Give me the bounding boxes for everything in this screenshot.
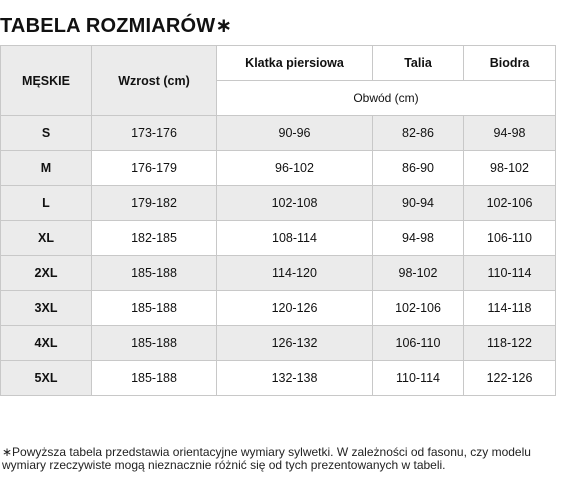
cell-size: S: [1, 116, 92, 151]
cell-hips: 114-118: [464, 291, 556, 326]
cell-height: 185-188: [92, 256, 217, 291]
cell-waist: 102-106: [373, 291, 464, 326]
page-title: TABELA ROZMIARÓW∗: [0, 15, 233, 37]
cell-hips: 110-114: [464, 256, 556, 291]
table-row: [1, 151, 556, 186]
cell-waist: 106-110: [373, 326, 464, 361]
cell-chest: 132-138: [217, 361, 373, 396]
header-circumference: Obwód (cm): [217, 81, 556, 116]
size-chart-table: [0, 45, 556, 396]
cell-size: M: [1, 151, 92, 186]
cell-height: 176-179: [92, 151, 217, 186]
header-hips: Biodra: [464, 46, 556, 81]
cell-height: 179-182: [92, 186, 217, 221]
header-chest: Klatka piersiowa: [217, 46, 373, 81]
cell-hips: 98-102: [464, 151, 556, 186]
cell-waist: 90-94: [373, 186, 464, 221]
header-row: [1, 46, 556, 81]
table-row: [1, 116, 556, 151]
header-gender: MĘSKIE: [1, 46, 92, 116]
cell-waist: 86-90: [373, 151, 464, 186]
cell-chest: 126-132: [217, 326, 373, 361]
cell-height: 185-188: [92, 361, 217, 396]
cell-hips: 106-110: [464, 221, 556, 256]
cell-waist: 98-102: [373, 256, 464, 291]
cell-height: 185-188: [92, 291, 217, 326]
cell-hips: 102-106: [464, 186, 556, 221]
cell-chest: 120-126: [217, 291, 373, 326]
cell-size: L: [1, 186, 92, 221]
cell-chest: 108-114: [217, 221, 373, 256]
cell-chest: 102-108: [217, 186, 373, 221]
cell-chest: 96-102: [217, 151, 373, 186]
header-waist: Talia: [373, 46, 464, 81]
cell-size: 3XL: [1, 291, 92, 326]
cell-waist: 94-98: [373, 221, 464, 256]
cell-size: 5XL: [1, 361, 92, 396]
cell-chest: 90-96: [217, 116, 373, 151]
table-row: [1, 291, 556, 326]
footnote: ∗Powyższa tabela przedstawia orientacyjne wymiary sylwetki. W zależności od fasonu, czy modelu wymiary rzeczywiste mogą nieznacznie różnić się od tych prezentowanych w tabeli.: [2, 445, 531, 472]
table-row: [1, 221, 556, 256]
cell-hips: 118-122: [464, 326, 556, 361]
cell-waist: 82-86: [373, 116, 464, 151]
cell-chest: 114-120: [217, 256, 373, 291]
header-height: Wzrost (cm): [92, 46, 217, 116]
table-row: [1, 256, 556, 291]
cell-height: 182-185: [92, 221, 217, 256]
table-row: [1, 326, 556, 361]
cell-height: 185-188: [92, 326, 217, 361]
cell-size: XL: [1, 221, 92, 256]
cell-waist: 110-114: [373, 361, 464, 396]
cell-hips: 122-126: [464, 361, 556, 396]
table-row: [1, 186, 556, 221]
cell-size: 4XL: [1, 326, 92, 361]
cell-hips: 94-98: [464, 116, 556, 151]
cell-size: 2XL: [1, 256, 92, 291]
table-row: [1, 361, 556, 396]
cell-height: 173-176: [92, 116, 217, 151]
